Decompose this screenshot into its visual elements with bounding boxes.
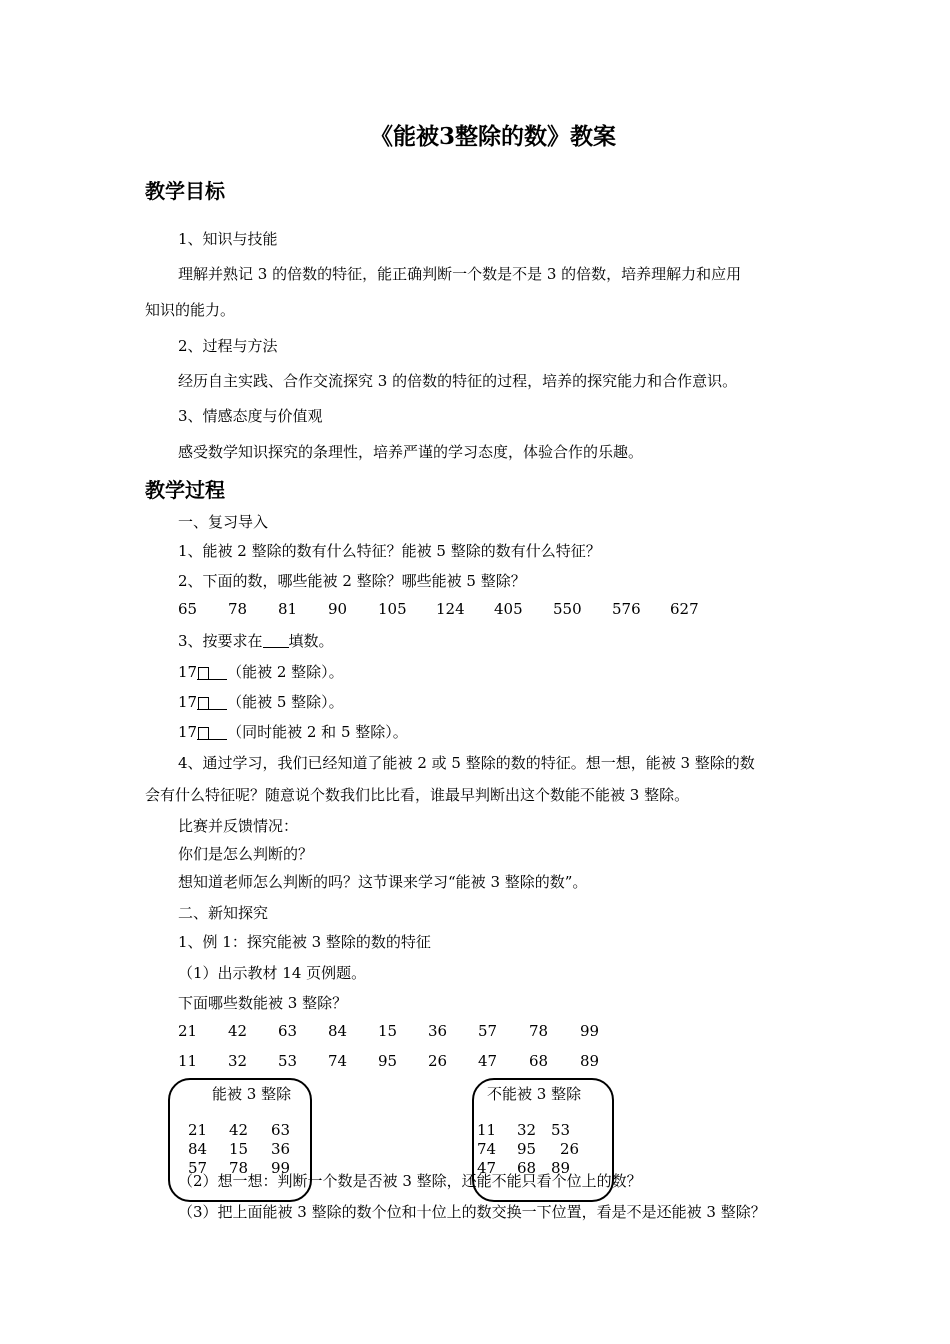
number-item: 32 (228, 1052, 248, 1070)
number-item: 57 (478, 1022, 498, 1040)
heading-teaching-goals: 教学目标 (145, 179, 225, 203)
review-q3-tail: 填数。 (288, 632, 334, 650)
number-item: 68 (529, 1052, 549, 1070)
review-q3 (178, 630, 334, 651)
number-item: 550 (553, 600, 582, 618)
number-item: 15 (378, 1022, 398, 1040)
number-item: 95 (378, 1052, 398, 1070)
fill-blank-1[interactable] (197, 665, 227, 680)
review-q1: 1、能被 2 整除的数有什么特征？能被 5 整除的数有什么特征？ (178, 542, 601, 560)
number-item: 36 (271, 1140, 291, 1158)
number-item: 21 (188, 1121, 208, 1139)
review-q3-lead: 3、按要求在 (178, 632, 263, 650)
blank-line (263, 633, 289, 648)
number-item: 63 (271, 1121, 291, 1139)
box-not-divisible-label: 不能被 3 整除 (487, 1085, 582, 1103)
number-item: 124 (436, 600, 465, 618)
goal-2-text: 经历自主实践、合作交流探究 3 的倍数的特征的过程，培养的探究能力和合作意识。 (178, 372, 738, 390)
part-2-title: 二、新知探究 (178, 904, 269, 922)
number-item: 405 (494, 600, 523, 618)
number-item: 90 (328, 600, 348, 618)
review-q4-cont: 会有什么特征呢？随意说个数我们比比看，谁最早判断出这个数能不能被 3 整除。 (145, 786, 690, 804)
example-1-step-1: （1）出示教材 14 页例题。 (178, 964, 367, 982)
fill-blank-3[interactable] (197, 725, 227, 740)
number-item: 99 (271, 1159, 291, 1177)
fill-prefix: 17 (178, 663, 198, 681)
number-item: 36 (428, 1022, 448, 1040)
number-item: 99 (580, 1022, 600, 1040)
example-1-step-2: （2）想一想：判断一个数是否被 3 整除，还能不能只看个位上的数？ (178, 1172, 642, 1190)
heading-teaching-process: 教学过程 (145, 478, 225, 502)
number-item: 26 (560, 1140, 580, 1158)
number-item: 21 (178, 1022, 198, 1040)
fill-item-2 (178, 691, 344, 712)
number-item: 74 (328, 1052, 348, 1070)
how-judge: 你们是怎么判断的？ (178, 845, 314, 863)
example-1-question: 下面哪些数能被 3 整除？ (178, 994, 348, 1012)
number-item: 53 (278, 1052, 298, 1070)
review-q2: 2、下面的数，哪些能被 2 整除？哪些能被 5 整除？ (178, 572, 526, 590)
box-divisible-label: 能被 3 整除 (212, 1085, 292, 1103)
number-item: 11 (178, 1052, 198, 1070)
number-item: 32 (517, 1121, 537, 1139)
number-item: 42 (228, 1022, 248, 1040)
square-icon (198, 697, 209, 710)
fill-prefix: 17 (178, 723, 198, 741)
goal-3-title: 3、情感态度与价值观 (178, 407, 323, 425)
fill-blank-2[interactable] (197, 695, 227, 710)
fill-item-3 (178, 721, 408, 742)
example-1: 1、例 1：探究能被 3 整除的数的特征 (178, 933, 431, 951)
square-icon (198, 727, 209, 740)
number-item: 84 (328, 1022, 348, 1040)
goal-3-text: 感受数学知识探究的条理性，培养严谨的学习态度，体验合作的乐趣。 (178, 443, 644, 461)
goal-1-title: 1、知识与技能 (178, 230, 278, 248)
fill-condition-1: （能被 2 整除）。 (227, 663, 344, 681)
number-item: 84 (188, 1140, 208, 1158)
number-item: 42 (229, 1121, 249, 1139)
competition-feedback: 比赛并反馈情况： (178, 817, 299, 835)
fill-condition-3: （同时能被 2 和 5 整除）。 (227, 723, 408, 741)
fill-item-1 (178, 661, 344, 682)
fill-condition-2: （能被 5 整除）。 (227, 693, 344, 711)
number-item: 57 (188, 1159, 208, 1177)
number-item: 63 (278, 1022, 298, 1040)
goal-1-text: 理解并熟记 3 的倍数的特征，能正确判断一个数是不是 3 的倍数，培养理解力和应用 (178, 265, 742, 283)
number-item: 47 (478, 1052, 498, 1070)
review-q4: 4、通过学习，我们已经知道了能被 2 或 5 整除的数的特征。想一想，能被 3 整除的数 (178, 754, 755, 772)
goal-2-title: 2、过程与方法 (178, 337, 278, 355)
number-item: 89 (551, 1159, 571, 1177)
number-item: 53 (551, 1121, 571, 1139)
number-item: 15 (229, 1140, 249, 1158)
example-1-step-3: （3）把上面能被 3 整除的数个位和十位上的数交换一下位置，看是不是还能被 3 整除？ (178, 1203, 766, 1221)
number-item: 47 (477, 1159, 497, 1177)
number-item: 627 (670, 600, 699, 618)
number-item: 65 (178, 600, 198, 618)
lesson-intro: 想知道老师怎么判断的吗？这节课来学习“能被 3 整除的数”。 (178, 873, 588, 891)
number-item: 105 (378, 600, 407, 618)
number-item: 81 (278, 600, 298, 618)
number-item: 95 (517, 1140, 537, 1158)
number-item: 74 (477, 1140, 497, 1158)
number-item: 576 (612, 600, 641, 618)
number-item: 26 (428, 1052, 448, 1070)
number-item: 68 (517, 1159, 537, 1177)
number-item: 89 (580, 1052, 600, 1070)
page-title: 《能被3整除的数》教案 (370, 123, 617, 150)
goal-1-text-cont: 知识的能力。 (145, 301, 236, 319)
number-item: 78 (228, 600, 248, 618)
number-item: 78 (229, 1159, 249, 1177)
part-1-title: 一、复习导入 (178, 513, 269, 531)
square-icon (198, 667, 209, 680)
number-item: 11 (477, 1121, 497, 1139)
number-item: 78 (529, 1022, 549, 1040)
fill-prefix: 17 (178, 693, 198, 711)
